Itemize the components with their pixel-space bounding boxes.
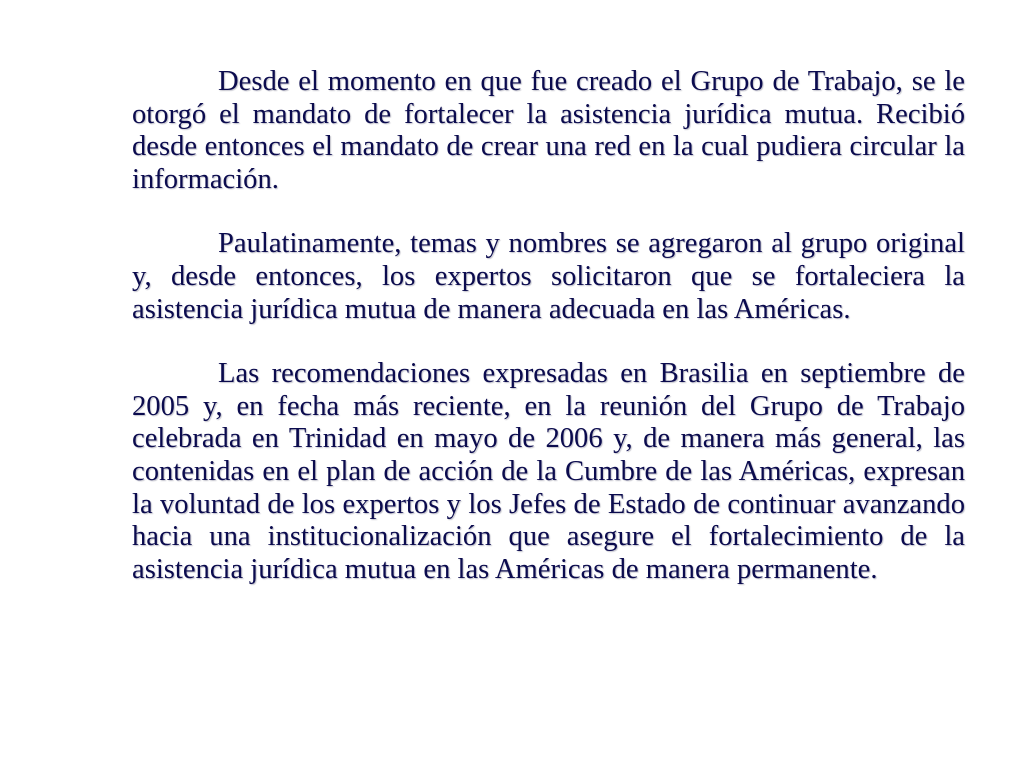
slide-body-text — [132, 66, 965, 586]
paragraph-recommendations: Las recomendaciones expresadas en Brasilia en septiembre de 2005 y, en fecha más reciente, en la reunión del Grupo de Trabajo celebrada en Trinidad en mayo de 2006 y, de manera más general, las contenidas en el plan de acción de la Cumbre de las Américas, expresan la voluntad de los expertos y los Jefes de Estado de continuar avanzando hacia una institucionalización que asegure el fortalecimiento de la asistencia jurídica mutua en las Américas de manera permanente. — [132, 358, 965, 585]
paragraph-working-group-mandate: Desde el momento en que fue creado el Grupo de Trabajo, se le otorgó el mandato de fortalecer la asistencia jurídica mutua. Recibió desde entonces el mandato de crear una red en la cual pudiera circular la información. — [132, 66, 965, 195]
paragraph-expert-requests: Paulatinamente, temas y nombres se agregaron al grupo original y, desde entonces, los expertos solicitaron que se fortaleciera la asistencia jurídica mutua de manera adecuada en las Américas. — [132, 228, 965, 325]
